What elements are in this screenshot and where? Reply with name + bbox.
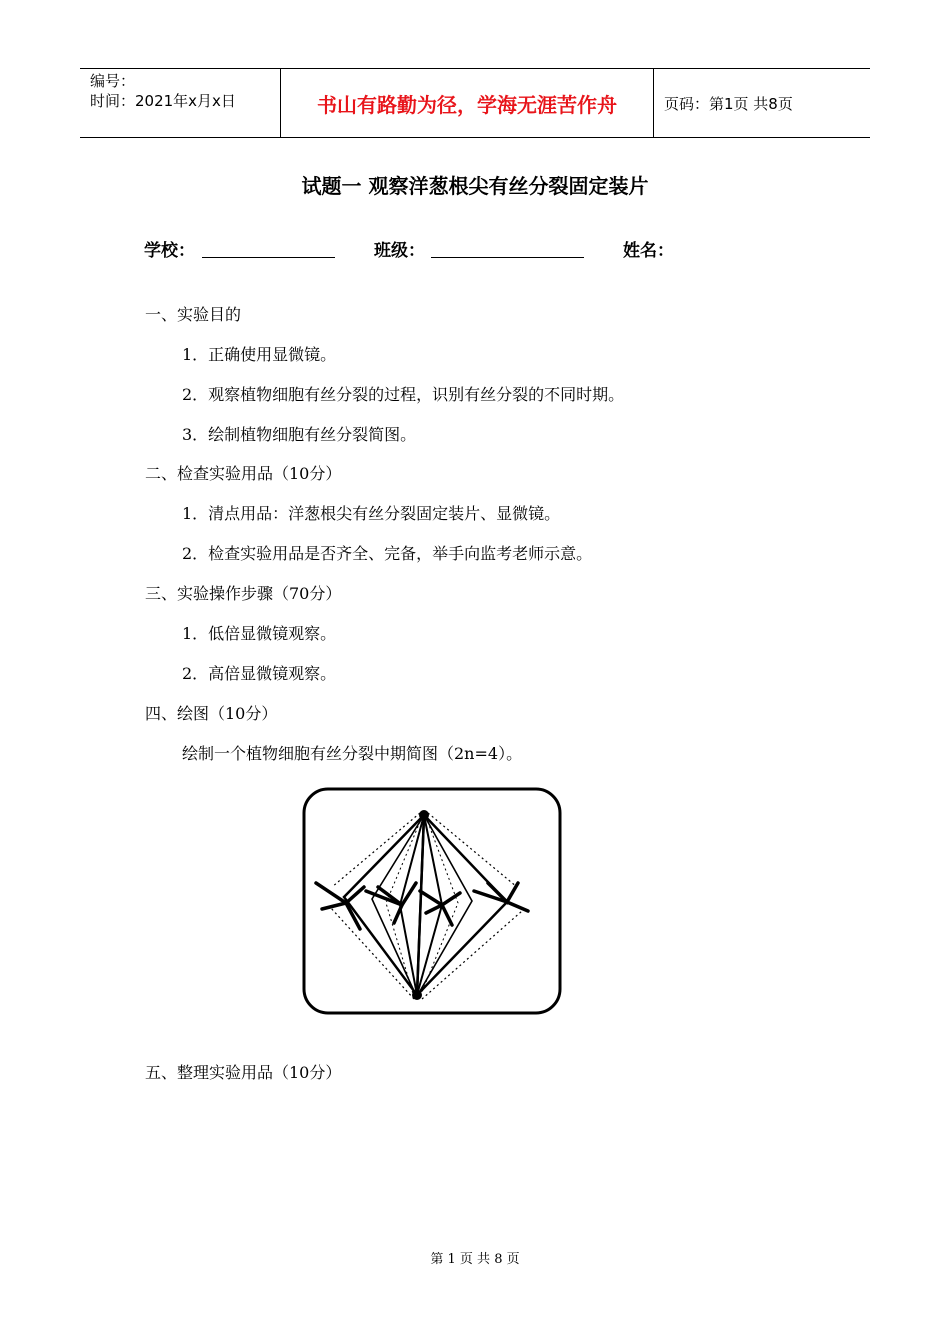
class-label: 班级： (374, 241, 425, 261)
list-item: 2．检查实验用品是否齐全、完备，举手向监考老师示意。 (182, 544, 593, 563)
section-heading: 四、绘图（10分） (145, 704, 278, 723)
lower-centriole (412, 990, 422, 1000)
page-footer: 第 1 页 共 8 页 (430, 1252, 520, 1267)
upper-centriole (419, 810, 429, 820)
list-item: 1．低倍显微镜观察。 (182, 624, 337, 643)
page-header (80, 68, 870, 138)
list-item: 3．绘制植物细胞有丝分裂简图。 (182, 425, 417, 444)
section-heading: 一、实验目的 (145, 305, 242, 324)
header-page-info: 页码：第1页 共8页 (664, 94, 793, 113)
number-label: 编号： (90, 72, 136, 90)
section-heading: 三、实验操作步骤（70分） (145, 584, 342, 603)
metaphase-diagram (302, 787, 562, 1015)
list-item: 绘制一个植物细胞有丝分裂中期简图（2n=4）。 (182, 744, 523, 763)
header-motto: 书山有路勤为径，学海无涯苦作舟 (281, 69, 654, 137)
section-heading: 五、整理实验用品（10分） (145, 1063, 342, 1082)
list-item: 2．高倍显微镜观察。 (182, 664, 337, 683)
spindle-fibers (330, 813, 522, 999)
page-title: 试题一 观察洋葱根尖有丝分裂固定装片 (301, 174, 649, 198)
list-item: 2．观察植物细胞有丝分裂的过程，识别有丝分裂的不同时期。 (182, 385, 625, 404)
list-item: 1．正确使用显微镜。 (182, 345, 337, 364)
header-meta (80, 69, 281, 137)
section-heading: 二、检查实验用品（10分） (145, 464, 342, 483)
time-label: 时间：2021年x月x日 (90, 92, 236, 110)
class-blank[interactable] (431, 257, 584, 258)
school-blank[interactable] (202, 257, 335, 258)
school-label: 学校： (144, 241, 195, 261)
list-item: 1．清点用品：洋葱根尖有丝分裂固定装片、显微镜。 (182, 504, 561, 523)
name-label: 姓名： (623, 241, 674, 261)
